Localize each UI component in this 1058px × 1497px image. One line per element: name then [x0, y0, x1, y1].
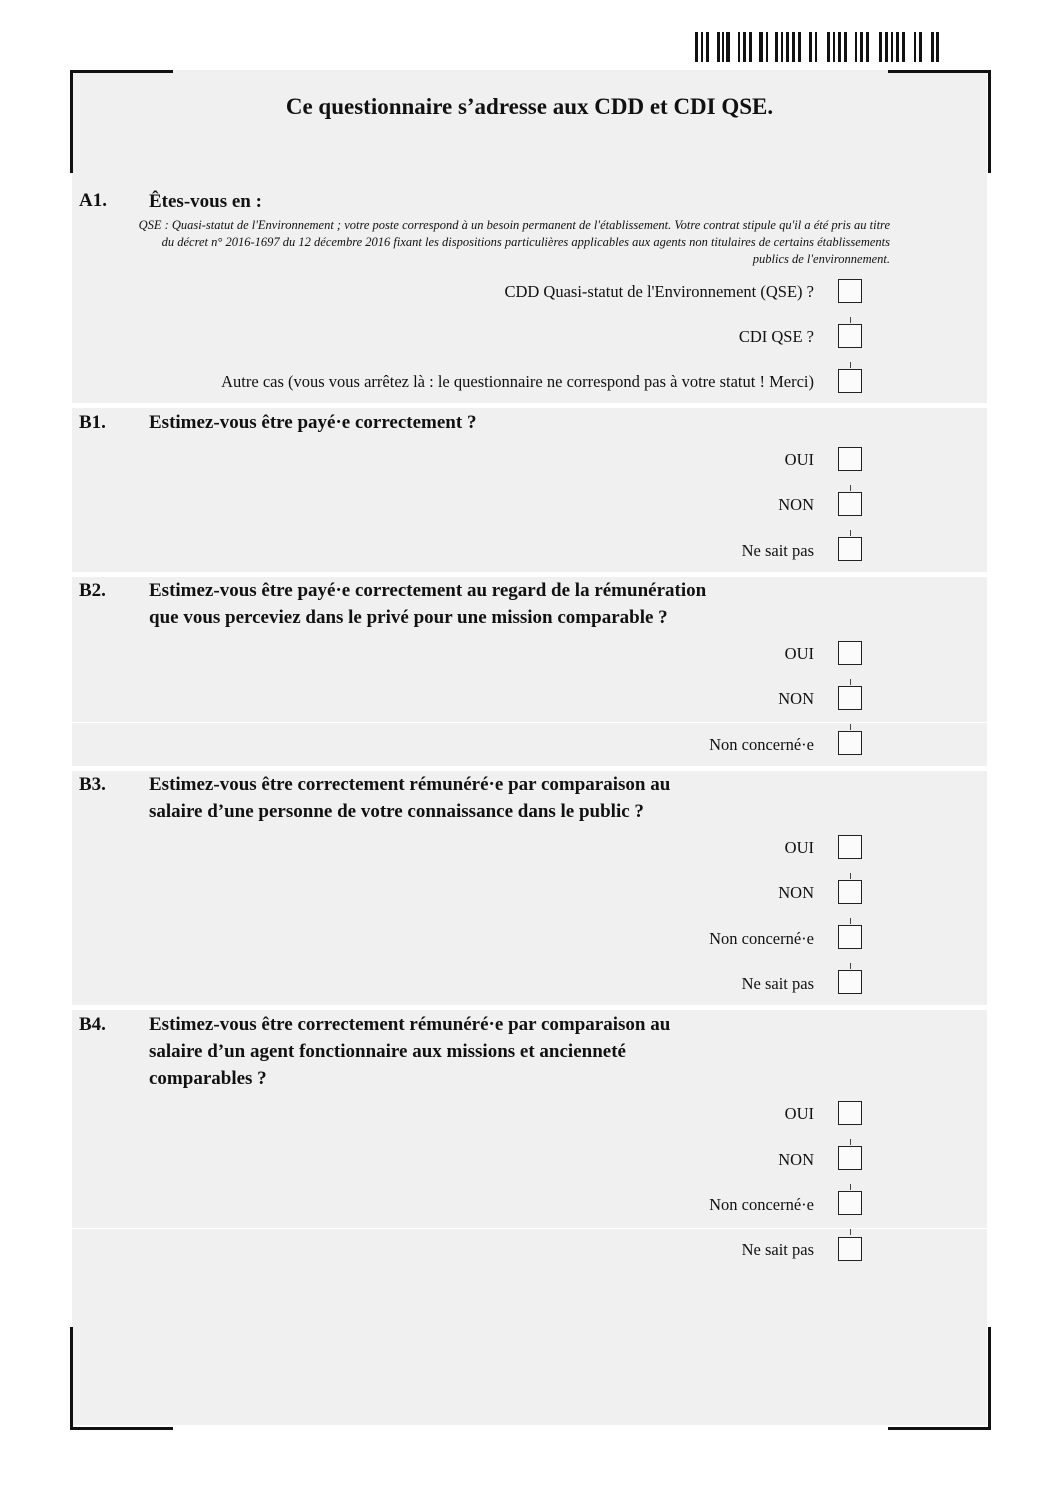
- option-label: Ne sait pas: [741, 541, 814, 560]
- box-tick-mark: [850, 1229, 851, 1235]
- box-tick-mark: [850, 317, 851, 323]
- question-number: A1.: [79, 190, 107, 211]
- box-tick-mark: [850, 724, 851, 730]
- box-tick-mark: [850, 1139, 851, 1145]
- option-label: NON: [778, 689, 814, 708]
- page-title: Ce questionnaire s’adresse aux CDD et CDI QSE.: [285, 94, 774, 119]
- question-number: B4.: [79, 1014, 106, 1035]
- question-text: [149, 771, 799, 825]
- checkbox-b3-non[interactable]: [838, 880, 862, 904]
- question-number: B3.: [79, 774, 106, 795]
- checkbox-b4-non-concerne[interactable]: [838, 1191, 862, 1215]
- option-label: Non concerné·e: [709, 735, 814, 754]
- question-line: salaire d’un agent fonctionnaire aux missions et ancienneté: [149, 1041, 626, 1062]
- question-line: Estimez-vous être payé·e correctement ?: [149, 412, 477, 433]
- corner-mark-top-right: [888, 70, 991, 173]
- option-label: OUI: [784, 838, 814, 857]
- question-line: Estimez-vous être correctement rémunéré·e par comparaison au: [149, 1014, 671, 1035]
- note-line: publics de l'environnement.: [752, 252, 890, 266]
- box-tick-mark: [850, 679, 851, 685]
- question-text: [149, 577, 799, 631]
- option-label: CDD Quasi-statut de l'Environnement (QSE) ?: [504, 282, 814, 301]
- checkbox-b3-oui[interactable]: [838, 835, 862, 859]
- checkbox-b1-ne-sait-pas[interactable]: [838, 537, 862, 561]
- question-text: [149, 188, 799, 215]
- question-line: que vous perceviez dans le privé pour une mission comparable ?: [149, 607, 668, 628]
- section-divider: [72, 403, 987, 408]
- corner-mark-top-left: [70, 70, 173, 173]
- option-label: Autre cas (vous vous arrêtez là : le questionnaire ne correspond pas à votre statut ! Merci): [221, 372, 814, 391]
- checkbox-b3-non-concerne[interactable]: [838, 925, 862, 949]
- option-label: CDI QSE ?: [738, 327, 814, 346]
- checkbox-b4-non[interactable]: [838, 1146, 862, 1170]
- box-tick-mark: [850, 963, 851, 969]
- box-tick-mark: [850, 530, 851, 536]
- question-note: [80, 217, 890, 268]
- question-text: [149, 1011, 799, 1092]
- option-label: NON: [778, 883, 814, 902]
- option-label: Ne sait pas: [741, 1240, 814, 1259]
- note-line: QSE : Quasi-statut de l'Environnement ; votre poste correspond à un besoin permanent de l'établissement. Votre contrat stipule qu'il a été pris au titre: [138, 218, 890, 232]
- option-label: Ne sait pas: [741, 974, 814, 993]
- checkbox-a1-cdd-qse[interactable]: [838, 279, 862, 303]
- question-number: B2.: [79, 580, 106, 601]
- checkbox-b2-non[interactable]: [838, 686, 862, 710]
- barcode: [695, 32, 940, 62]
- box-tick-mark: [850, 1184, 851, 1190]
- corner-mark-bottom-left: [70, 1327, 173, 1430]
- question-number: B1.: [79, 412, 106, 433]
- section-divider: [72, 1005, 987, 1010]
- option-label: OUI: [784, 450, 814, 469]
- note-line: du décret n° 2016-1697 du 12 décembre 2016 fixant les dispositions particulières applicables aux agents non titulaires de certains établissements: [161, 235, 890, 249]
- question-text: [149, 409, 799, 436]
- option-label: OUI: [784, 1104, 814, 1123]
- question-line: Estimez-vous être payé·e correctement au regard de la rémunération: [149, 580, 707, 601]
- checkbox-b4-ne-sait-pas[interactable]: [838, 1237, 862, 1261]
- checkbox-b1-oui[interactable]: [838, 447, 862, 471]
- checkbox-b4-oui[interactable]: [838, 1101, 862, 1125]
- checkbox-a1-autre-cas[interactable]: [838, 369, 862, 393]
- checkbox-b2-non-concerne[interactable]: [838, 731, 862, 755]
- box-tick-mark: [850, 362, 851, 368]
- question-line: salaire d’une personne de votre connaissance dans le public ?: [149, 801, 644, 822]
- checkbox-b1-non[interactable]: [838, 492, 862, 516]
- checkbox-b2-oui[interactable]: [838, 641, 862, 665]
- checkbox-a1-cdi-qse[interactable]: [838, 324, 862, 348]
- question-line: Êtes-vous en :: [149, 191, 262, 212]
- option-label: OUI: [784, 644, 814, 663]
- question-line: Estimez-vous être correctement rémunéré·e par comparaison au: [149, 774, 671, 795]
- question-line: comparables ?: [149, 1068, 267, 1089]
- option-label: NON: [778, 1150, 814, 1169]
- box-tick-mark: [850, 918, 851, 924]
- option-label: Non concerné·e: [709, 1195, 814, 1214]
- checkbox-b3-ne-sait-pas[interactable]: [838, 970, 862, 994]
- corner-mark-bottom-right: [888, 1327, 991, 1430]
- row-divider: [72, 722, 987, 723]
- option-label: Non concerné·e: [709, 929, 814, 948]
- option-label: NON: [778, 495, 814, 514]
- box-tick-mark: [850, 485, 851, 491]
- box-tick-mark: [850, 873, 851, 879]
